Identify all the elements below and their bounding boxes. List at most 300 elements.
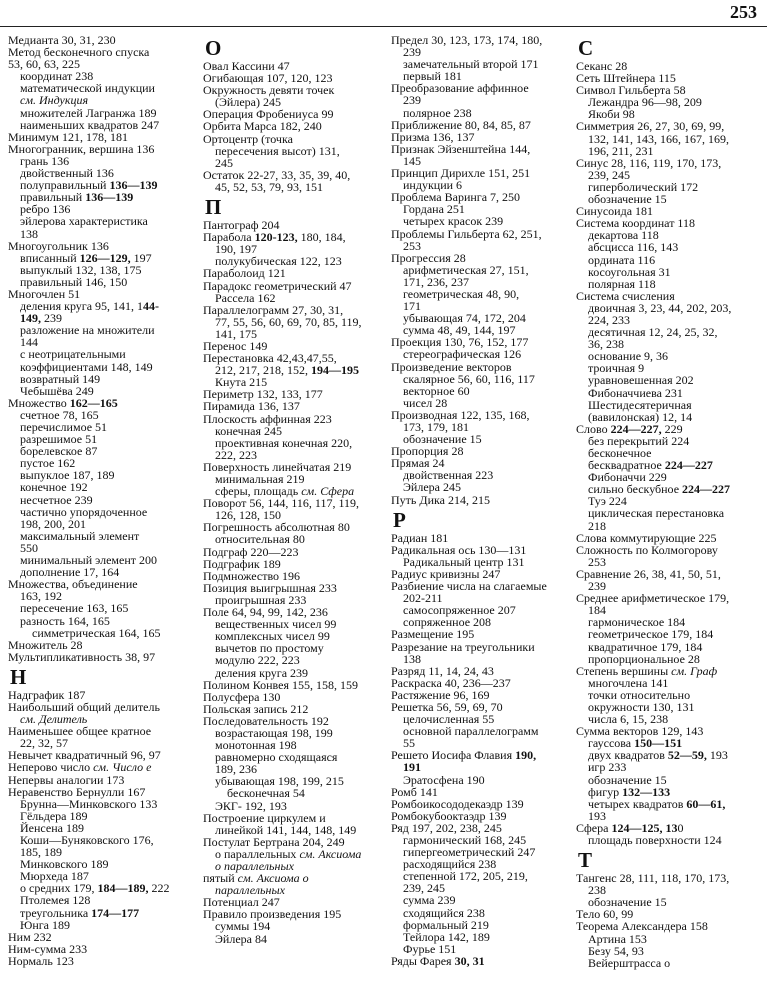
index-entry: Разбиение числа на слагаемые bbox=[391, 579, 547, 594]
index-subentry: четырех красок 239 bbox=[403, 214, 504, 229]
index-subentry: конечное 192 bbox=[20, 480, 88, 495]
index-entry: Решето Иосифа Флавия 190, bbox=[391, 748, 537, 763]
index-subentry: обозначение 15 bbox=[403, 432, 482, 447]
index-entry: Потенциал 247 bbox=[203, 895, 280, 910]
index-subentry: Эратосфена 190 bbox=[403, 772, 485, 787]
index-subentry: троичная 9 bbox=[588, 361, 645, 376]
index-subentry: квадратичное 179, 184 bbox=[588, 639, 703, 654]
index-entry: Множитель 28 bbox=[8, 637, 83, 652]
index-subentry: деления круга 95, 141, 144- bbox=[20, 299, 160, 314]
page-header bbox=[0, 0, 767, 27]
index-entry: Радиус кривизны 247 bbox=[391, 566, 501, 581]
index-subentry: 163, 192 bbox=[20, 589, 62, 604]
index-entry: Наименьшее общее кратное bbox=[8, 724, 152, 739]
index-subentry: счетное 78, 165 bbox=[20, 407, 99, 422]
index-subentry: математической индукции bbox=[20, 81, 155, 96]
index-entry: пятый см. Аксиома о bbox=[203, 871, 309, 886]
index-subentry: Минковского 189 bbox=[20, 857, 109, 872]
index-subentry: точки относительно bbox=[588, 687, 691, 702]
index-subentry: окружности 130, 131 bbox=[588, 699, 695, 714]
index-entry: Подграф 220—223 bbox=[203, 544, 299, 559]
index-subentry: 141, 175 bbox=[215, 326, 257, 341]
index-subentry: пересечение 163, 165 bbox=[20, 601, 129, 616]
index-subentry: сходящийся 238 bbox=[403, 905, 485, 920]
index-subentry: ордината 116 bbox=[588, 252, 656, 267]
index-entry: Окружность девяти точек bbox=[203, 83, 335, 98]
index-entry: Размещение 195 bbox=[391, 627, 475, 642]
index-entry: Символ Гильберта 58 bbox=[576, 83, 686, 98]
index-subentry: полукубическая 122, 123 bbox=[215, 254, 342, 269]
index-entry: Надграфик 187 bbox=[8, 687, 86, 702]
index-subentry: сильно бескубное 224—227 bbox=[588, 482, 731, 497]
index-subentry: пустое 162 bbox=[20, 456, 76, 471]
index-entry: Польская запись 212 bbox=[203, 701, 309, 716]
index-subentry: формальный 219 bbox=[403, 917, 489, 932]
index-subentry: бесквадратное 224—227 bbox=[588, 458, 713, 473]
index-subentry: косоугольная 31 bbox=[588, 264, 671, 279]
index-columns bbox=[0, 34, 767, 998]
index-subentry: множителей Лагранжа 189 bbox=[20, 105, 157, 120]
index-entry: Подмножество 196 bbox=[203, 568, 301, 583]
index-entry: Неперово число см. Число e bbox=[8, 760, 152, 775]
index-entry: Ортоцентр (точка bbox=[203, 131, 293, 146]
index-entry: Проблемы Гильберта 62, 251, bbox=[391, 226, 542, 241]
index-entry: Синусоида 181 bbox=[576, 204, 654, 219]
index-entry: Остаток 22-27, 33, 35, 39, 40, bbox=[203, 167, 351, 182]
index-subentry: Якоби 98 bbox=[588, 107, 635, 122]
index-subentry: Фурье 151 bbox=[403, 941, 457, 956]
index-subentry: 245 bbox=[215, 155, 233, 170]
index-subentry: 222, 223 bbox=[215, 447, 257, 462]
index-subentry: 193 bbox=[588, 808, 606, 823]
index-entry: Плоскость аффинная 223 bbox=[203, 411, 332, 426]
index-subentry: см. Индукция bbox=[20, 93, 89, 108]
index-subentry: Гёльдера 189 bbox=[20, 808, 88, 823]
index-subentry: линейкой 141, 144, 148, 149 bbox=[215, 822, 357, 837]
index-subentry: геометрическое 179, 184 bbox=[588, 627, 714, 642]
index-subentry: площадь поверхности 124 bbox=[588, 833, 722, 847]
index-subentry: 196, 211, 231 bbox=[588, 143, 654, 158]
index-subentry: сумма 48, 49, 144, 197 bbox=[403, 323, 516, 338]
index-subentry: ребро 136 bbox=[20, 202, 71, 217]
index-entry: Ромбокубооктаэдр 139 bbox=[391, 808, 507, 823]
index-entry: 53, 60, 63, 225 bbox=[8, 57, 80, 72]
index-subentry: 171, 236, 237 bbox=[403, 274, 469, 289]
index-subentry: скалярное 56, 60, 116, 117 bbox=[403, 371, 535, 386]
index-entry: Постулат Бертрана 204, 249 bbox=[203, 834, 345, 849]
index-subentry: коэффициентами 148, 149 bbox=[20, 359, 153, 374]
index-subentry: четырех квадратов 60—61, bbox=[588, 796, 726, 811]
index-entry: Слова коммутирующие 225 bbox=[576, 530, 717, 545]
index-entry: Операция Фробениуса 99 bbox=[203, 107, 334, 122]
index-entry: Построение циркулем и bbox=[203, 810, 326, 825]
index-subentry: пересечения высот) 131, bbox=[215, 143, 340, 158]
index-subentry: двойственная 223 bbox=[403, 468, 494, 483]
index-entry: Мультипликативность 38, 97 bbox=[8, 649, 156, 664]
index-subentry: выпуклый 132, 138, 175 bbox=[20, 262, 142, 277]
index-entry: Среднее арифметическое 179, bbox=[576, 591, 730, 606]
index-entry: Метод бесконечного спуска bbox=[8, 45, 150, 60]
index-subentry: гипергеометрический 247 bbox=[403, 845, 536, 860]
index-subentry: векторное 60 bbox=[403, 383, 470, 398]
index-subentry: минимальный элемент 200 bbox=[20, 553, 158, 568]
index-entry: Множества, объединение bbox=[8, 577, 138, 592]
index-entry: Невычет квадратичный 96, 97 bbox=[8, 748, 161, 763]
index-entry: Непервы аналогии 173 bbox=[8, 772, 125, 787]
index-subentry: борелевское 87 bbox=[20, 444, 98, 459]
index-subentry: гауссова 150—151 bbox=[588, 736, 683, 751]
index-subentry: двойственный 136 bbox=[20, 166, 114, 181]
index-subentry: Эйлера 245 bbox=[403, 480, 461, 495]
index-subentry: основной параллелограмм bbox=[403, 724, 539, 739]
index-subentry: 202-211 bbox=[403, 591, 443, 606]
index-subentry: Йенсена 189 bbox=[20, 820, 84, 835]
index-subentry: 238 bbox=[588, 883, 606, 898]
index-subentry: относительная 80 bbox=[215, 532, 305, 547]
index-section-letter: О bbox=[205, 36, 222, 60]
index-entry: Степень вершины см. Граф bbox=[576, 663, 718, 678]
index-subentry: Коши—Буняковского 176, bbox=[20, 833, 154, 847]
index-subentry: 253 bbox=[588, 554, 606, 569]
index-entry: Полусфера 130 bbox=[203, 689, 281, 704]
index-entry: Многогранник, вершина 136 bbox=[8, 141, 155, 156]
index-subentry: обозначение 15 bbox=[588, 772, 667, 787]
index-subentry: модулю 222, 223 bbox=[215, 653, 300, 668]
index-subentry: 239, 245 bbox=[588, 167, 630, 182]
index-subentry: полярное 238 bbox=[403, 105, 472, 120]
index-entry: Ряд 197, 202, 238, 245 bbox=[391, 820, 502, 835]
index-subentry: Птолемея 128 bbox=[20, 893, 91, 908]
index-entry: Позиция выигрышная 233 bbox=[203, 580, 337, 595]
index-subentry: симметрическая 164, 165 bbox=[32, 625, 161, 640]
index-subentry: стереографическая 126 bbox=[403, 347, 522, 362]
index-subentry: полярная 118 bbox=[588, 276, 656, 291]
index-subentry: возрастающая 198, 199 bbox=[215, 725, 333, 740]
index-subentry: о средних 179, 184—189, 222 bbox=[20, 881, 170, 896]
index-subentry: грань 136 bbox=[20, 153, 70, 168]
index-subentry: 171 bbox=[403, 299, 421, 314]
index-subentry: уравновешенная 202 bbox=[588, 373, 694, 388]
index-subentry: 126, 128, 150 bbox=[215, 508, 281, 523]
index-subentry: бесконечная 54 bbox=[227, 786, 305, 801]
index-entry: Система координат 118 bbox=[576, 216, 695, 231]
index-subentry: гармонический 168, 245 bbox=[403, 833, 527, 847]
index-subentry: геометрическая 48, 90, bbox=[403, 286, 520, 301]
index-entry: Орбита Марса 182, 240 bbox=[203, 119, 322, 134]
index-subentry: 184 bbox=[588, 603, 606, 618]
index-subentry: 191 bbox=[403, 760, 421, 775]
index-entry: Медианта 30, 31, 230 bbox=[8, 34, 116, 47]
index-subentry: сумма 239 bbox=[403, 893, 456, 908]
index-entry: Многочлен 51 bbox=[8, 286, 81, 301]
index-entry: Радикальная ось 130—131 bbox=[391, 542, 527, 557]
index-entry: Тело 60, 99 bbox=[576, 907, 634, 922]
index-entry: Проблема Варинга 7, 250 bbox=[391, 190, 521, 205]
index-subentry: вещественных чисел 99 bbox=[215, 617, 337, 632]
index-subentry: убывающая 74, 172, 204 bbox=[403, 311, 526, 326]
index-subentry: Мюрхеда 187 bbox=[20, 869, 89, 884]
index-subentry: самосопряженное 207 bbox=[403, 603, 516, 618]
index-subentry: числа 6, 15, 238 bbox=[588, 712, 669, 727]
index-subentry: комплексных чисел 99 bbox=[215, 629, 330, 644]
index-entry: Поверхность линейчатая 219 bbox=[203, 459, 352, 474]
index-subentry: 218 bbox=[588, 518, 606, 533]
index-subentry: монотонная 198 bbox=[215, 738, 297, 753]
index-subentry: конечная 245 bbox=[215, 423, 282, 438]
index-entry: Нормаль 123 bbox=[8, 953, 74, 968]
index-subentry: 149, 239 bbox=[20, 311, 62, 326]
index-subentry: 77, 55, 56, 60, 69, 70, 85, 119, bbox=[215, 314, 362, 329]
index-entry: Полином Конвея 155, 158, 159 bbox=[203, 677, 358, 692]
index-entry: Последовательность 192 bbox=[203, 713, 329, 728]
index-subentry: проективная конечная 220, bbox=[215, 435, 353, 450]
index-subentry: Брунна—Минковского 133 bbox=[20, 796, 158, 811]
index-subentry: правильный 136—139 bbox=[20, 190, 134, 205]
index-entry: Подграфик 189 bbox=[203, 556, 281, 571]
index-entry: Пирамида 136, 137 bbox=[203, 399, 300, 414]
index-subentry: бесконечное bbox=[588, 446, 652, 460]
index-section-letter: Н bbox=[10, 664, 27, 689]
index-subentry: деления круга 239 bbox=[215, 665, 309, 680]
index-entry: Разрезание на треугольники bbox=[391, 639, 535, 654]
index-entry: Проекция 130, 76, 152, 177 bbox=[391, 335, 529, 350]
index-subentry: индукции 6 bbox=[403, 178, 463, 193]
index-entry: Сложность по Колмогорову bbox=[576, 542, 718, 557]
index-entry: Перенос 149 bbox=[203, 338, 268, 353]
index-subentry: 138 bbox=[20, 226, 38, 241]
index-entry: Разряд 11, 14, 24, 43 bbox=[391, 663, 494, 678]
index-column-4 bbox=[576, 34, 764, 998]
index-entry: Раскраска 40, 236—237 bbox=[391, 675, 511, 690]
index-subentry: целочисленная 55 bbox=[403, 712, 495, 727]
index-subentry: циклическая перестановка bbox=[588, 506, 725, 521]
index-entry: Перестановка 42,43,47,55, bbox=[203, 351, 337, 366]
index-subentry: 144 bbox=[20, 335, 38, 350]
index-entry: Решетка 56, 59, 69, 70 bbox=[391, 699, 503, 714]
index-subentry: Лежандра 96—98, 209 bbox=[588, 95, 702, 110]
index-subentry: Шестидесятеричная bbox=[588, 397, 692, 412]
index-entry: Наибольший общий делитель bbox=[8, 699, 160, 714]
index-section-letter: П bbox=[205, 195, 222, 220]
index-subentry: арифметическая 27, 151, bbox=[403, 262, 529, 277]
index-subentry: 198, 200, 201 bbox=[20, 516, 86, 531]
index-subentry: перечислимое 51 bbox=[20, 420, 108, 434]
index-entry: Прогрессия 28 bbox=[391, 250, 466, 265]
index-subentry: 212, 217, 218, 152, 194—195 bbox=[215, 363, 359, 378]
index-subentry: Гордана 251 bbox=[403, 202, 465, 217]
index-subentry: обозначение 15 bbox=[588, 192, 667, 207]
index-entry: Овал Кассини 47 bbox=[203, 59, 290, 73]
index-subentry: десятичная 12, 24, 25, 32, bbox=[588, 325, 718, 340]
index-subentry: двоичная 3, 23, 44, 202, 203, bbox=[588, 300, 732, 315]
index-subentry: без перекрытий 224 bbox=[588, 433, 690, 448]
index-entry: Ним-сумма 233 bbox=[8, 941, 88, 956]
index-subentry: Кнута 215 bbox=[215, 375, 268, 390]
index-entry: Тангенс 28, 111, 118, 170, 173, bbox=[576, 871, 730, 886]
index-entry: Призма 136, 137 bbox=[391, 129, 475, 144]
index-subentry: 185, 189 bbox=[20, 845, 62, 860]
index-entry: Погрешность абсолютная 80 bbox=[203, 520, 350, 535]
index-entry: Прямая 24 bbox=[391, 456, 445, 471]
index-entry: Преобразование аффинное bbox=[391, 81, 529, 96]
index-subentry: 190, 197 bbox=[215, 242, 257, 257]
index-subentry: абсцисса 116, 143 bbox=[588, 240, 679, 255]
index-subentry: Туэ 224 bbox=[588, 494, 627, 509]
index-entry: Произведение векторов bbox=[391, 359, 512, 374]
index-subentry: Радикальный центр 131 bbox=[403, 554, 525, 569]
index-subentry: Тейлора 142, 189 bbox=[403, 929, 490, 944]
index-subentry: Юнга 189 bbox=[20, 917, 71, 932]
index-entry: Минимум 121, 178, 181 bbox=[8, 129, 128, 144]
index-subentry: замечательный второй 171 bbox=[403, 57, 539, 72]
index-subentry: Артина 153 bbox=[588, 931, 647, 946]
index-subentry: Расселa 162 bbox=[215, 290, 276, 305]
index-subentry: координат 238 bbox=[20, 69, 94, 84]
index-subentry: о параллельных см. Аксиома bbox=[215, 846, 362, 861]
index-subentry: Вейерштрасса о bbox=[588, 955, 671, 970]
index-subentry: полуправильный 136—139 bbox=[20, 178, 158, 193]
index-subentry: гиперболический 172 bbox=[588, 179, 699, 194]
index-entry: Огибающая 107, 120, 123 bbox=[203, 71, 333, 86]
index-subentry: Чебышёва 249 bbox=[20, 383, 94, 398]
index-subentry: параллельных bbox=[215, 883, 285, 898]
index-entry: Радиан 181 bbox=[391, 530, 449, 545]
index-entry: Путь Дика 214, 215 bbox=[391, 492, 490, 507]
index-subentry: чисел 28 bbox=[403, 395, 448, 410]
index-subentry: 239 bbox=[403, 45, 421, 60]
index-entry: Пантограф 204 bbox=[203, 218, 280, 233]
index-subentry: основание 9, 36 bbox=[588, 349, 669, 364]
index-subentry: фигур 132—133 bbox=[588, 784, 671, 799]
index-entry: Параллелограмм 27, 30, 31, bbox=[203, 302, 344, 317]
index-subentry: 239, 245 bbox=[403, 881, 445, 896]
index-subentry: 55 bbox=[403, 736, 415, 751]
index-subentry: 132, 141, 143, 166, 167, 169, bbox=[588, 131, 729, 146]
index-subentry: 45, 52, 53, 79, 93, 151 bbox=[215, 179, 323, 194]
index-subentry: многочлена 141 bbox=[588, 675, 669, 690]
index-subentry: Фибоначчиева 231 bbox=[588, 385, 683, 400]
index-entry: Приближение 80, 84, 85, 87 bbox=[391, 117, 531, 132]
index-subentry: сферы, площадь см. Сфера bbox=[215, 484, 355, 499]
index-subentry: сопряженное 208 bbox=[403, 615, 492, 630]
index-subentry: игр 233 bbox=[588, 760, 627, 775]
index-entry: Ряды Фарея 30, 31 bbox=[391, 953, 485, 968]
page-number: 253 bbox=[730, 2, 757, 22]
index-subentry: степенной 172, 205, 219, bbox=[403, 869, 528, 884]
index-entry: Сеть Штейнера 115 bbox=[576, 71, 676, 86]
index-subentry: расходящийся 238 bbox=[403, 857, 497, 872]
index-subentry: гармоническое 184 bbox=[588, 615, 686, 630]
index-subentry: см. Делитель bbox=[20, 712, 88, 727]
index-entry: Слово 224—227, 229 bbox=[576, 421, 683, 436]
index-entry: Неравенство Бернулли 167 bbox=[8, 784, 146, 799]
index-entry: Ним 232 bbox=[8, 929, 52, 944]
index-entry: Синус 28, 116, 119, 170, 173, bbox=[576, 155, 722, 170]
index-section-letter: Р bbox=[393, 507, 406, 532]
index-subentry: 224, 233 bbox=[588, 312, 630, 327]
index-subentry: 239 bbox=[588, 579, 606, 594]
index-subentry: 173, 179, 181 bbox=[403, 420, 469, 434]
index-entry: Многоугольник 136 bbox=[8, 238, 109, 253]
index-entry: Сумма векторов 129, 143 bbox=[576, 724, 704, 739]
index-subentry: разрешимое 51 bbox=[20, 432, 98, 447]
index-subentry: ЭКГ- 192, 193 bbox=[215, 798, 287, 813]
index-subentry: о параллельных bbox=[215, 859, 294, 873]
index-subentry: возвратный 149 bbox=[20, 371, 101, 386]
index-subentry: правильный 146, 150 bbox=[20, 274, 128, 289]
index-entry: Признак Эйзенштейна 144, bbox=[391, 141, 531, 156]
index-entry: Растяжение 96, 169 bbox=[391, 687, 490, 702]
index-entry: Сфера 124—125, 130 bbox=[576, 820, 684, 835]
index-subentry: дополнение 17, 164 bbox=[20, 565, 120, 580]
index-subentry: разность 164, 165 bbox=[20, 613, 110, 628]
index-entry: Парадокс геометрический 47 bbox=[203, 278, 352, 293]
index-subentry: суммы 194 bbox=[215, 919, 271, 934]
index-subentry: эйлерова характеристика bbox=[20, 214, 148, 229]
index-entry: Предел 30, 123, 173, 174, 180, bbox=[391, 34, 543, 47]
index-subentry: разложение на множители bbox=[20, 323, 155, 338]
index-column-1 bbox=[8, 34, 196, 998]
index-subentry: двух квадратов 52—59, 193 bbox=[588, 748, 728, 763]
index-subentry: с неотрицательными bbox=[20, 347, 126, 362]
index-subentry: максимальный элемент bbox=[20, 528, 140, 543]
index-subentry: Безу 54, 93 bbox=[588, 943, 644, 958]
index-subentry: (Эйлера) 245 bbox=[215, 95, 281, 110]
index-entry: Поворот 56, 144, 116, 117, 119, bbox=[203, 496, 359, 511]
index-subentry: первый 181 bbox=[403, 69, 462, 84]
index-subentry: частично упорядоченное bbox=[20, 504, 148, 519]
index-subentry: вписанный 126—129, 197 bbox=[20, 250, 152, 265]
index-entry: Теорема Александера 158 bbox=[576, 919, 708, 934]
index-entry: Производная 122, 135, 168, bbox=[391, 407, 530, 422]
index-subentry: Эйлера 84 bbox=[215, 931, 267, 946]
index-entry: Ромб 141 bbox=[391, 784, 438, 799]
index-section-letter: С bbox=[578, 36, 594, 60]
index-subentry: равномерно сходящаяся bbox=[215, 750, 338, 765]
index-entry: Периметр 132, 133, 177 bbox=[203, 387, 323, 402]
index-subentry: 550 bbox=[20, 540, 38, 555]
index-entry: Пропорция 28 bbox=[391, 444, 464, 459]
index-column-2 bbox=[203, 34, 387, 998]
index-subentry: треугольника 174—177 bbox=[20, 905, 140, 920]
index-subentry: вычетов по простому bbox=[215, 641, 324, 656]
index-subentry: 253 bbox=[403, 238, 421, 253]
index-subentry: Фибоначчи 229 bbox=[588, 470, 667, 485]
index-subentry: убывающая 198, 199, 215 bbox=[215, 774, 344, 789]
index-subentry: проигрышная 233 bbox=[215, 592, 307, 607]
index-subentry: 36, 238 bbox=[588, 337, 624, 352]
index-entry: Поле 64, 94, 99, 142, 236 bbox=[203, 605, 328, 620]
index-subentry: 138 bbox=[403, 651, 421, 666]
index-subentry: пропорциональное 28 bbox=[588, 651, 700, 666]
index-entry: Правило произведения 195 bbox=[203, 907, 342, 922]
index-subentry: (вавилонская) 12, 14 bbox=[588, 409, 693, 424]
index-entry: Симметрия 26, 27, 30, 69, 99, bbox=[576, 119, 725, 134]
index-entry: Параболоид 121 bbox=[203, 266, 286, 281]
index-entry: Принцип Дирихле 151, 251 bbox=[391, 166, 531, 181]
index-entry: Система счисления bbox=[576, 288, 675, 303]
index-column-3 bbox=[391, 34, 575, 998]
index-entry: Секанс 28 bbox=[576, 59, 628, 73]
index-section-letter: Т bbox=[578, 848, 593, 873]
index-subentry: 239 bbox=[403, 93, 421, 108]
index-entry: Сравнение 26, 38, 41, 50, 51, bbox=[576, 566, 721, 581]
index-entry: Парабола 120-123, 180, 184, bbox=[203, 230, 346, 245]
index-entry: Множество 162—165 bbox=[8, 395, 118, 410]
index-subentry: наименьших квадратов 247 bbox=[20, 117, 160, 132]
index-subentry: 145 bbox=[403, 153, 421, 168]
index-entry: Ромбоикосододекаэдр 139 bbox=[391, 796, 524, 811]
